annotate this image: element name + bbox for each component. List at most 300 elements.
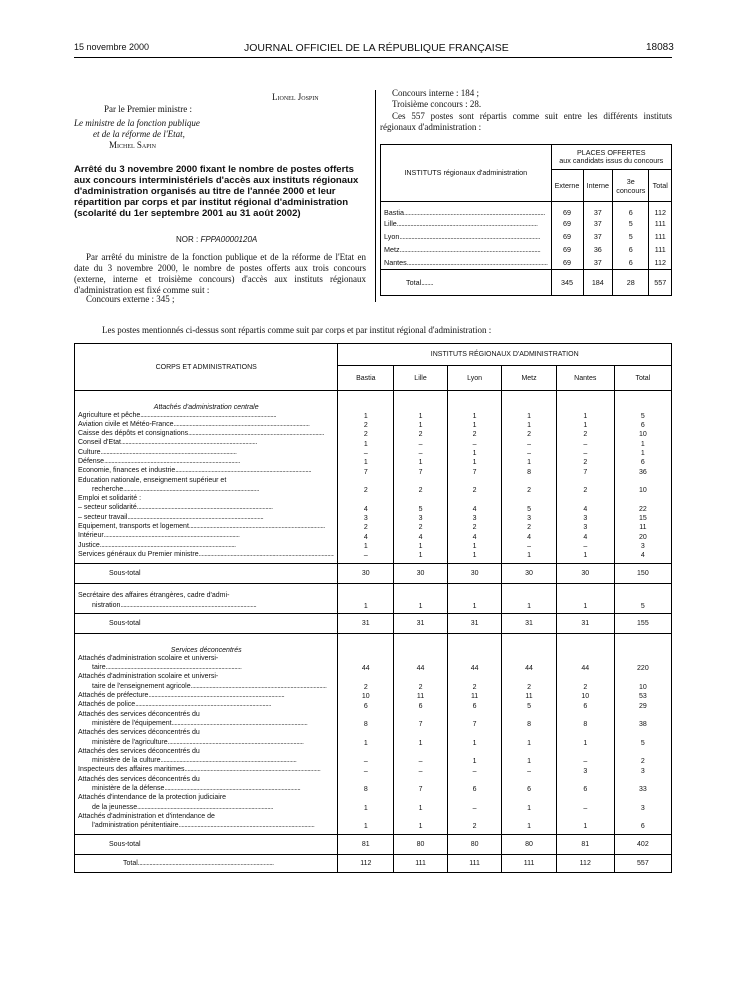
corps-value: 8 bbox=[502, 466, 556, 475]
places-value: 111 bbox=[649, 243, 672, 256]
corps-label-text: Attachés de police bbox=[78, 701, 136, 709]
places-value: 69 bbox=[551, 256, 583, 269]
corps-label-text: Culture bbox=[78, 448, 101, 456]
corps-value: 6 bbox=[447, 775, 501, 794]
corps-label-line bbox=[78, 775, 334, 784]
corps-label-line bbox=[78, 728, 334, 737]
corps-value: 7 bbox=[394, 775, 448, 794]
section-title bbox=[75, 583, 338, 591]
corps-value: 2 bbox=[338, 429, 394, 438]
corps-value: – bbox=[556, 747, 614, 766]
corps-value: 1 bbox=[394, 457, 448, 466]
places-table-body bbox=[381, 202, 672, 270]
corps-label-text: Inspecteurs des affaires maritimes bbox=[78, 766, 185, 774]
page-number: 18083 bbox=[646, 42, 674, 53]
nor-label: NOR : bbox=[176, 235, 201, 244]
corps-value: 6 bbox=[614, 420, 671, 429]
leader-dots: .............................................................................................. bbox=[399, 245, 541, 254]
corps-value: 2 bbox=[338, 522, 394, 531]
empty-cell bbox=[447, 634, 501, 654]
corps-label-text: Attachés des services déconcentrés du bbox=[78, 729, 200, 737]
corps-row bbox=[75, 531, 672, 540]
empty-cell bbox=[338, 634, 394, 654]
places-value: 69 bbox=[551, 202, 583, 218]
corps-value: 2 bbox=[447, 522, 501, 531]
corps-value: 1 bbox=[502, 457, 556, 466]
corps-value: 3 bbox=[394, 513, 448, 522]
corps-label bbox=[75, 591, 338, 610]
leader-dots: .............................................................................................. bbox=[127, 513, 264, 521]
corps-value: 1 bbox=[614, 448, 671, 457]
corps-label-text: l'administration pénitentiaire bbox=[92, 822, 179, 830]
corps-value: 3 bbox=[614, 793, 671, 812]
corps-value: 11 bbox=[502, 691, 556, 700]
col-bastia: Bastia bbox=[338, 366, 394, 391]
corps-value: 112 bbox=[556, 854, 614, 872]
corps-label-text: ministère de l'équipement bbox=[92, 719, 172, 727]
corps-label bbox=[75, 531, 338, 540]
corps-label bbox=[75, 691, 338, 700]
corps-value: 1 bbox=[447, 550, 501, 559]
places-value: 112 bbox=[649, 256, 672, 269]
corps-label-line bbox=[78, 803, 334, 812]
leader-dots: .............................................................................................. bbox=[140, 411, 277, 419]
corps-value: 5 bbox=[502, 503, 556, 512]
total-total: 557 bbox=[649, 269, 672, 295]
institut-name bbox=[381, 217, 552, 230]
places-value: 37 bbox=[583, 256, 613, 269]
corps-label-line bbox=[78, 756, 334, 765]
corps-value: 1 bbox=[394, 793, 448, 812]
corps-row bbox=[75, 591, 672, 610]
corps-label-line bbox=[78, 411, 334, 420]
institut-name bbox=[381, 256, 552, 269]
corps-value: 10 bbox=[614, 429, 671, 438]
leader-dots: .............................................................................................. bbox=[178, 822, 315, 830]
corps-label-line bbox=[78, 719, 334, 728]
header-rule bbox=[74, 57, 672, 58]
corps-value: 2 bbox=[556, 672, 614, 691]
corps-value: 1 bbox=[394, 728, 448, 747]
corps-label-line bbox=[78, 438, 334, 447]
corps-value: 2 bbox=[502, 429, 556, 438]
corps-label-text: Attachés d'administration scolaire et universi- bbox=[78, 673, 219, 681]
corps-table bbox=[74, 343, 672, 873]
col-total: Total bbox=[649, 170, 672, 202]
empty-cell bbox=[394, 634, 448, 654]
col-troisieme: 3e concours bbox=[613, 170, 649, 202]
col-lille: Lille bbox=[394, 366, 448, 391]
corps-label-text: Education nationale, enseignement supérieur et bbox=[78, 476, 227, 484]
corps-value bbox=[614, 494, 671, 503]
corps-value: 2 bbox=[338, 420, 394, 429]
corps-row bbox=[75, 420, 672, 429]
corps-header: CORPS ET ADMINISTRATIONS bbox=[75, 344, 338, 391]
corps-value: 33 bbox=[614, 775, 671, 794]
corps-value: 15 bbox=[614, 513, 671, 522]
corps-label-line bbox=[78, 682, 334, 691]
corps-value: 3 bbox=[614, 541, 671, 550]
corps-value: 155 bbox=[614, 614, 671, 634]
corps-value: 6 bbox=[614, 812, 671, 831]
corps-value: 1 bbox=[447, 448, 501, 457]
corps-label bbox=[75, 411, 338, 420]
corps-value: 53 bbox=[614, 691, 671, 700]
corps-row bbox=[75, 541, 672, 550]
corps-value: – bbox=[394, 765, 448, 774]
corps-label-text: Agriculture et pêche bbox=[78, 411, 141, 419]
corps-label-line bbox=[78, 541, 334, 550]
corps-label-text: Attachés des services déconcentrés du bbox=[78, 710, 200, 718]
corps-label bbox=[75, 513, 338, 522]
corps-label-text: Economie, finances et industrie bbox=[78, 467, 176, 475]
corps-row bbox=[75, 700, 672, 709]
corps-value: 31 bbox=[338, 614, 394, 634]
institut-label: Bastia bbox=[384, 208, 404, 217]
instituts-header: INSTITUTS régionaux d'administration bbox=[381, 145, 552, 202]
leader-dots: .............................................................................................. bbox=[184, 766, 321, 774]
corps-label-text: Equipement, transports et logement bbox=[78, 523, 189, 531]
corps-value: 31 bbox=[556, 614, 614, 634]
corps-row bbox=[75, 438, 672, 447]
subtotal-row bbox=[75, 563, 672, 583]
corps-value bbox=[556, 494, 614, 503]
corps-row bbox=[75, 411, 672, 420]
corps-value: 10 bbox=[338, 691, 394, 700]
corps-value: 3 bbox=[447, 513, 501, 522]
corps-value: 2 bbox=[502, 672, 556, 691]
corps-label-text: Attachés d'intendance de la protection judiciaire bbox=[78, 794, 227, 802]
corps-value: 44 bbox=[502, 654, 556, 673]
corps-value: 3 bbox=[556, 765, 614, 774]
corps-row bbox=[75, 691, 672, 700]
corps-label-text: – secteur travail bbox=[78, 513, 128, 521]
corps-label-text: Attachés de préfecture bbox=[78, 692, 149, 700]
corps-value bbox=[447, 494, 501, 503]
corps-label-line bbox=[78, 821, 334, 830]
corps-value: 1 bbox=[556, 812, 614, 831]
corps-value: 2 bbox=[394, 429, 448, 438]
corps-row bbox=[75, 448, 672, 457]
total-label: Total........ bbox=[381, 269, 552, 295]
corps-value: 29 bbox=[614, 700, 671, 709]
section-title-text: Services déconcentrés bbox=[170, 646, 242, 654]
corps-value: 36 bbox=[614, 466, 671, 475]
corps-label-text: Intérieur bbox=[78, 532, 104, 540]
corps-label bbox=[75, 700, 338, 709]
corps-value: 31 bbox=[447, 614, 501, 634]
corps-label bbox=[75, 654, 338, 673]
total-interne: 184 bbox=[583, 269, 613, 295]
corps-value: 1 bbox=[338, 728, 394, 747]
institut-name bbox=[381, 230, 552, 243]
corps-value: 80 bbox=[447, 834, 501, 854]
corps-value: 10 bbox=[614, 476, 671, 495]
subtotal-text: Sous-total bbox=[109, 620, 141, 628]
corps-label-text: Aviation civile et Météo-France bbox=[78, 420, 174, 428]
concours-externe: Concours externe : 345 ; bbox=[86, 294, 175, 304]
corps-label-line bbox=[78, 420, 334, 429]
corps-value: – bbox=[338, 765, 394, 774]
corps-value: 112 bbox=[338, 854, 394, 872]
corps-value: 1 bbox=[338, 438, 394, 447]
leader-dots: .............................................................................................. bbox=[164, 785, 301, 792]
corps-label bbox=[75, 765, 338, 774]
corps-value: 44 bbox=[447, 654, 501, 673]
places-value: 69 bbox=[551, 230, 583, 243]
corps-value: 1 bbox=[447, 457, 501, 466]
corps-value: 1 bbox=[447, 747, 501, 766]
corps-value: 2 bbox=[394, 522, 448, 531]
corps-row bbox=[75, 710, 672, 729]
corps-value: 6 bbox=[394, 700, 448, 709]
section-title-row bbox=[75, 391, 672, 411]
empty-cell bbox=[556, 634, 614, 654]
corps-value: 30 bbox=[556, 563, 614, 583]
places-row bbox=[381, 202, 672, 218]
corps-value: 1 bbox=[447, 591, 501, 610]
leader-dots: .............................................................................................. bbox=[104, 457, 240, 465]
corps-value: 2 bbox=[614, 747, 671, 766]
corps-label-line bbox=[78, 503, 334, 512]
corps-value bbox=[394, 494, 448, 503]
corps-value: 5 bbox=[614, 411, 671, 420]
corps-label bbox=[75, 420, 338, 429]
leader-dots: .............................................................................................. bbox=[99, 541, 236, 549]
corps-value: 10 bbox=[556, 691, 614, 700]
corps-value: 111 bbox=[447, 854, 501, 872]
corps-value: 7 bbox=[447, 466, 501, 475]
corps-label bbox=[75, 448, 338, 457]
corps-label-line bbox=[78, 476, 334, 485]
institut-name bbox=[381, 243, 552, 256]
corps-row bbox=[75, 812, 672, 831]
corps-value: 11 bbox=[394, 691, 448, 700]
corps-value: 30 bbox=[394, 563, 448, 583]
corps-label-line bbox=[78, 812, 334, 821]
leader-dots: .............................................................................................. bbox=[100, 448, 237, 456]
places-value: 37 bbox=[583, 217, 613, 230]
corps-value: 150 bbox=[614, 563, 671, 583]
corps-value: 1 bbox=[556, 591, 614, 610]
corps-value: 5 bbox=[614, 591, 671, 610]
repartition-intro: Ces 557 postes sont répartis comme suit entre les différents instituts régionaux d'administration : bbox=[380, 111, 672, 132]
corps-value: 5 bbox=[502, 700, 556, 709]
places-header bbox=[551, 145, 672, 170]
repartition-corps-intro: Les postes mentionnés ci-dessus sont répartis comme suit par corps et par institut régional d'administration : bbox=[102, 325, 492, 335]
corps-value: 6 bbox=[338, 700, 394, 709]
column-separator bbox=[375, 90, 376, 302]
corps-label-line bbox=[78, 531, 334, 540]
total-label-text: Total bbox=[406, 277, 422, 287]
corps-value: 8 bbox=[338, 710, 394, 729]
corps-value: 30 bbox=[502, 563, 556, 583]
total-externe: 345 bbox=[551, 269, 583, 295]
corps-value: 5 bbox=[614, 728, 671, 747]
corps-value: 1 bbox=[338, 457, 394, 466]
empty-cell bbox=[614, 391, 671, 411]
corps-label-line bbox=[78, 550, 334, 559]
empty-cell bbox=[614, 634, 671, 654]
corps-value: 1 bbox=[338, 591, 394, 610]
empty-cell bbox=[338, 583, 394, 591]
corps-value: 1 bbox=[502, 591, 556, 610]
corps-value: – bbox=[338, 747, 394, 766]
corps-label-text: ministère de la culture bbox=[92, 757, 161, 765]
corps-value: 6 bbox=[556, 775, 614, 794]
corps-value: 7 bbox=[338, 466, 394, 475]
corps-label bbox=[75, 710, 338, 729]
col-metz: Metz bbox=[502, 366, 556, 391]
corps-label-line bbox=[78, 663, 334, 672]
corps-value: 1 bbox=[447, 411, 501, 420]
corps-label bbox=[75, 550, 338, 559]
corps-value: 1 bbox=[502, 812, 556, 831]
institut-label: Metz bbox=[384, 245, 400, 254]
empty-cell bbox=[556, 391, 614, 411]
decree-paragraph: Par arrêté du ministre de la fonction publique et de la réforme de l'Etat en date du 3 novembre 2000, le nombre de postes offerts aux trois concours (externe, interne et troisième concours) d'accès aux instituts régionaux d'administration est fixé comme suit : bbox=[74, 252, 366, 295]
corps-value: 1 bbox=[338, 793, 394, 812]
leader-dots: .............................................................................................. bbox=[123, 485, 259, 493]
section-title bbox=[75, 391, 338, 411]
corps-label bbox=[75, 541, 338, 550]
places-value: 37 bbox=[583, 230, 613, 243]
corps-value: 1 bbox=[394, 411, 448, 420]
col-nantes: Nantes bbox=[556, 366, 614, 391]
journal-title: JOURNAL OFFICIEL DE LA RÉPUBLIQUE FRANÇAISE bbox=[244, 42, 509, 54]
corps-value: 2 bbox=[394, 476, 448, 495]
corps-value: 3 bbox=[614, 765, 671, 774]
corps-value: 1 bbox=[394, 550, 448, 559]
corps-row bbox=[75, 654, 672, 673]
places-value: 6 bbox=[613, 243, 649, 256]
corps-value: 1 bbox=[338, 812, 394, 831]
corps-row bbox=[75, 672, 672, 691]
corps-value: – bbox=[502, 541, 556, 550]
corps-value: 4 bbox=[447, 503, 501, 512]
corps-row bbox=[75, 793, 672, 812]
places-row bbox=[381, 243, 672, 256]
corps-value: – bbox=[502, 765, 556, 774]
corps-label-text: Attachés d'administration et d'intendance de bbox=[78, 812, 215, 820]
corps-value bbox=[502, 494, 556, 503]
corps-value: 7 bbox=[394, 466, 448, 475]
signature-jospin: Lionel Jospin bbox=[272, 92, 319, 102]
corps-label-text: Justice bbox=[78, 541, 100, 549]
corps-value: 6 bbox=[502, 775, 556, 794]
places-row bbox=[381, 256, 672, 269]
corps-label-line bbox=[78, 601, 334, 610]
corps-label-text: ministère de l'agriculture bbox=[92, 738, 168, 746]
col-lyon: Lyon bbox=[447, 366, 501, 391]
corps-value: 1 bbox=[502, 747, 556, 766]
corps-value: 2 bbox=[338, 672, 394, 691]
corps-row bbox=[75, 522, 672, 531]
corps-value: – bbox=[394, 747, 448, 766]
corps-value: 4 bbox=[556, 531, 614, 540]
leader-dots: .............................................................................................. bbox=[103, 532, 240, 540]
corps-value: 2 bbox=[502, 476, 556, 495]
corps-value: 2 bbox=[447, 812, 501, 831]
corps-label bbox=[75, 728, 338, 747]
corps-value: – bbox=[338, 550, 394, 559]
corps-value: 8 bbox=[338, 775, 394, 794]
institut-label: Nantes bbox=[384, 257, 407, 267]
corps-label-line bbox=[78, 738, 334, 747]
instituts-regionaux-header: INSTITUTS RÉGIONAUX D'ADMINISTRATION bbox=[338, 344, 672, 366]
corps-value: 2 bbox=[447, 429, 501, 438]
corps-value: 402 bbox=[614, 834, 671, 854]
corps-value: 6 bbox=[556, 700, 614, 709]
places-value: 6 bbox=[613, 256, 649, 269]
places-value: 37 bbox=[583, 202, 613, 218]
corps-label-text: recherche bbox=[92, 485, 124, 493]
corps-value: 1 bbox=[502, 420, 556, 429]
corps-label-text: taire de l'enseignement agricole bbox=[92, 682, 191, 690]
corps-value: 1 bbox=[556, 550, 614, 559]
corps-value: 4 bbox=[614, 550, 671, 559]
corps-value: 1 bbox=[394, 591, 448, 610]
corps-value: 1 bbox=[338, 411, 394, 420]
places-header-sub: aux candidats issus du concours bbox=[559, 156, 664, 165]
leader-dots: .............................................................................................. bbox=[136, 504, 273, 512]
corps-value: 31 bbox=[502, 614, 556, 634]
corps-label-text: Attachés des services déconcentrés du bbox=[78, 747, 200, 755]
empty-cell bbox=[338, 391, 394, 411]
corps-value: 3 bbox=[556, 513, 614, 522]
corps-value: 1 bbox=[447, 728, 501, 747]
leader-dots: .............................................................................................. bbox=[399, 232, 541, 241]
corps-label-text: Défense bbox=[78, 457, 105, 465]
corps-label-line bbox=[78, 429, 334, 438]
corps-value: 3 bbox=[556, 522, 614, 531]
empty-cell bbox=[502, 634, 556, 654]
corps-value: 111 bbox=[502, 854, 556, 872]
corps-value: 8 bbox=[556, 710, 614, 729]
corps-table-body bbox=[75, 391, 672, 873]
corps-value: 4 bbox=[447, 531, 501, 540]
corps-value: 44 bbox=[338, 654, 394, 673]
places-value: 112 bbox=[649, 202, 672, 218]
corps-value: 44 bbox=[556, 654, 614, 673]
corps-value: 81 bbox=[338, 834, 394, 854]
corps-label-text: Attachés d'administration scolaire et universi- bbox=[78, 654, 219, 662]
places-value: 6 bbox=[613, 202, 649, 218]
corps-value: 2 bbox=[447, 672, 501, 691]
corps-value: 111 bbox=[394, 854, 448, 872]
places-header-title: PLACES OFFERTES bbox=[576, 148, 646, 157]
corps-value: – bbox=[447, 765, 501, 774]
grand-total-label bbox=[75, 854, 338, 872]
minister-line-1: Le ministre de la fonction publique bbox=[74, 118, 200, 128]
corps-label-line bbox=[78, 747, 334, 756]
subtotal-label bbox=[75, 834, 338, 854]
corps-row bbox=[75, 429, 672, 438]
corps-value: 11 bbox=[447, 691, 501, 700]
nor-code: FPPA0000120A bbox=[200, 235, 258, 244]
section-title-text: Attachés d'administration centrale bbox=[153, 403, 259, 411]
subtotal-label bbox=[75, 563, 338, 583]
corps-row bbox=[75, 775, 672, 794]
corps-value: 2 bbox=[556, 457, 614, 466]
corps-row bbox=[75, 747, 672, 766]
corps-value: 1 bbox=[556, 420, 614, 429]
corps-label-text: Conseil d'Etat bbox=[78, 439, 121, 447]
corps-label-text: taire bbox=[92, 664, 106, 672]
section-title-row bbox=[75, 634, 672, 654]
corps-label-text: de la jeunesse bbox=[92, 803, 138, 811]
corps-value: 11 bbox=[614, 522, 671, 531]
